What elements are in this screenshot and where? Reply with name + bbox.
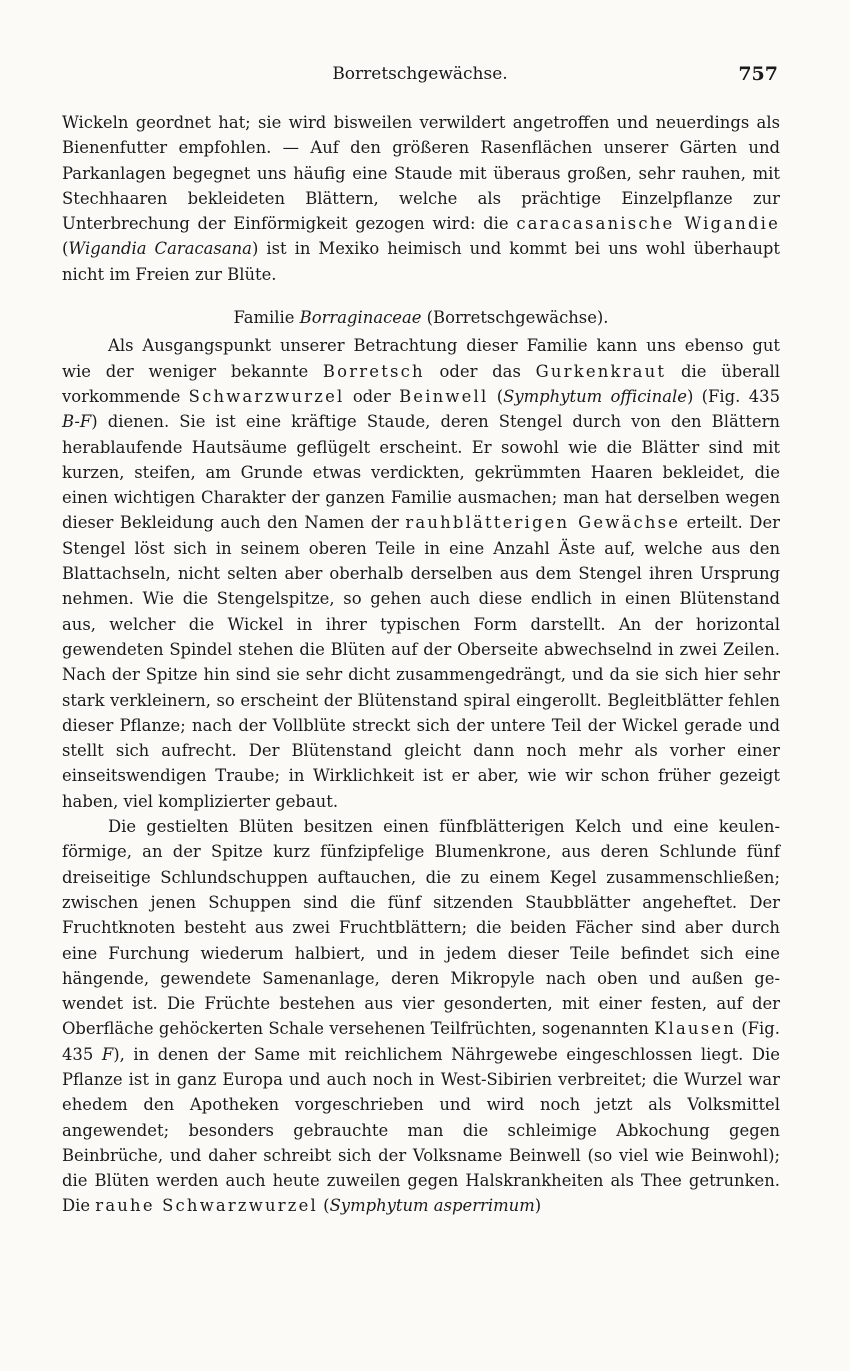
running-title: Borretschgewächse. [332,64,508,84]
paragraph-symphytum: Als Ausgangspunkt unserer Betrachtung dieser Familie kann uns ebenso gut wie der weniger bekannte Borretsch oder das Gurkenkraut die überall vorkommende Schwarzwurzel oder Beinwell (Symphytum officinale) (Fig. 435 B-F) dienen. Sie ist eine kräftige Staude, deren Stengel durch von den Blättern herablaufende Hautsäume geflügelt erscheint. Er sowohl wie die Blätter sind mit kurzen, steifen, am Grunde etwas verdickten, gekrümmten Haaren bekleidet, die einen wichtigen Charakter der ganzen Familie ausmachen; man hat derselben wegen dieser Bekleidung auch den Namen der rauhblätterigen Gewächse erteilt. Der Stengel löst sich in seinem oberen Teile in eine Anzahl Äste auf, welche aus den Blattachseln, nicht selten aber oberhalb derselben aus dem Stengel ihren Ursprung nehmen. Wie die Stengelspitze, so gehen auch diese endlich in einen Blütenstand aus, welcher die Wickel in ihrer typischen Form darstellt. An der horizontal gewendeten Spindel stehen die Blüten auf der Oberseite abwechselnd in zwei Zeilen. Nach der Spitze hin sind sie sehr dicht zusammengedrängt, und da sie sich hier sehr stark verkleinern, so erscheint der Blütenstand spiral eingerollt. Begleitblätter fehlen dieser Pflanze; nach der Vollblüte streckt sich der untere Teil der Wickel gerade und stellt sich aufrecht. Der Blütenstand gleicht dann noch mehr als vorher einer einseitswendigen Traube; in Wirklichkeit ist er aber, wie wir schon früher gezeigt haben, viel komplizierter gebaut. [62,336,780,811]
page-number: 757 [738,63,778,85]
paragraph-wigandia: Wickeln geordnet hat; sie wird bisweilen verwildert angetroffen und neuerdings als Bienenfutter empfohlen. — Auf den größeren Rasenflächen unserer Gärten und Parkanlagen begegnet uns häufig eine Staude mit überaus großen, sehr rauhen, mit Stechhaaren bekleideten Blättern, welche als prächtige Einzelpflanze zur Unterbrechung der Einförmigkeit gezogen wird: die caracasanische Wigandie (Wigandia Caracasana) ist in Mexiko heimisch und kommt bei uns wohl überhaupt nicht im Freien zur Blüte. [62,113,780,284]
section-heading: Familie Borraginaceae (Borretschgewächse). [233,308,609,328]
running-head [62,62,778,86]
paragraph-flowers: Die gestielten Blüten besitzen einen fünfblätterigen Kelch und eine keulenförmige, an der Spitze kurz fünfzipfelige Blumenkrone, aus deren Schlunde fünf dreiseitige Schlundschuppen auftauchen, die zu einem Kegel zusammenschließen; zwischen jenen Schuppen sind die fünf sitzenden Staubblätter angeheftet. Der Fruchtknoten besteht aus zwei Fruchtblättern; die beiden Fächer sind aber durch eine Furchung wiederum halbiert, und in jedem dieser Teile befindet sich eine hängende, gewendete Samenanlage, deren Mikropyle nach oben und außen gewendet ist. Die Früchte bestehen aus vier gesonderten, mit einer festen, auf der Oberfläche gehöckerten Schale versehenen Teilfrüchten, sogenannten Klausen (Fig. 435 F), in denen der Same mit reichlichem Nährgewebe eingeschlossen liegt. Die Pflanze ist in ganz Europa und auch noch in West-Sibirien verbreitet; die Wurzel war ehedem den Apotheken vorgeschrieben und wird noch jetzt als Volksmittel angewendet; besonders gebrauchte man die schleimige Abkochung gegen Beinbrüche, und daher schreibt sich der Volksname Beinwell (so viel wie Beinwohl); die Blüten werden auch heute zuweilen gegen Halskrankheiten als Thee getrunken. Die rauhe Schwarzwurzel (Symphytum asperrimum) [62,817,780,1216]
body-text [62,110,780,1219]
